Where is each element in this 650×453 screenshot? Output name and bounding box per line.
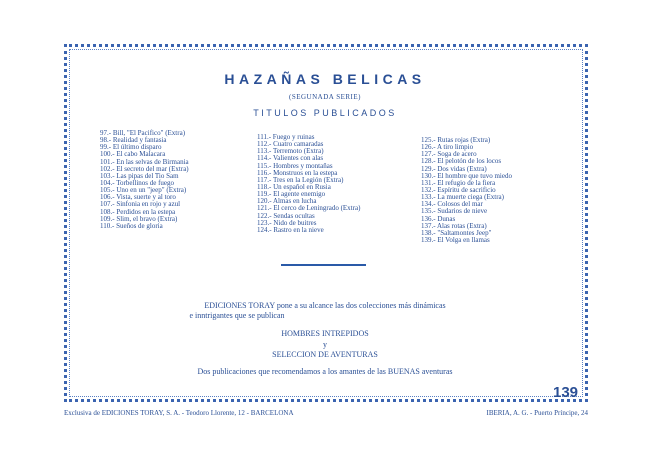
list-item: 110.- Sueños de gloria (100, 221, 163, 230)
titles-column-2 (257, 134, 360, 234)
list-item: 103.- Las pipas del Tio Sam (100, 171, 179, 180)
list-item: 132.- Espíritu de sacrificio (421, 185, 496, 194)
list-item: 107.- Sinfonia en rojo y azul (100, 200, 181, 209)
page-number: 139 (553, 384, 579, 401)
list-item: 124.- Rastro en la nieve (257, 225, 324, 234)
list-item: 105.- Uno en un "jeep" (Extra) (100, 186, 187, 195)
page-title: HAZAÑAS BELICAS (224, 71, 426, 87)
list-item: 120.- Almas en lucha (257, 197, 317, 206)
list-item: 100.- El cabo Malacara (100, 150, 166, 159)
list-item: 137.- Alas rotas (Extra) (421, 221, 487, 230)
list-item: 127.- Soga de acero (421, 150, 477, 159)
list-item: 126.- A tiro limpio (421, 143, 474, 152)
list-item: 108.- Perdidos en la estepa (100, 207, 176, 216)
list-item: 111.- Fuego y ruinas (257, 133, 315, 141)
series-subtitle: (SEGUNADA SERIE) (289, 93, 361, 101)
collection-conjunction: y (323, 340, 327, 349)
list-item: 138.- "Saltamontes Jeep" (421, 228, 492, 237)
footer-printer: IBERIA, A. G. - Puerto Príncipe, 24 (486, 409, 588, 417)
list-item: 99.- El último disparo (100, 143, 162, 152)
collection-name-1: HOMBRES INTREPIDOS (281, 329, 369, 338)
promo-line-3: Dos publicaciones que recomendamos a los amantes de las BUENAS aventuras (197, 367, 453, 376)
list-item: 130.- El hombre que tuvo miedo (421, 171, 512, 180)
list-item: 114.- Valientes con alas (257, 154, 324, 163)
list-item: 104.- Torbellinos de fuego (100, 178, 175, 187)
list-item: 122.- Sendas ocultas (257, 211, 315, 220)
list-item: 139.- El Volga en llamas (421, 235, 490, 244)
titles-heading: TITULOS PUBLICADOS (253, 108, 397, 118)
list-item: 134.- Colosos del mar (421, 200, 483, 209)
list-item: 135.- Sudarios de nieve (421, 207, 488, 216)
list-item: 129.- Dos vidas (Extra) (421, 164, 487, 173)
titles-column-1 (100, 130, 189, 230)
list-item: 131.- El refugio de la fiera (421, 178, 496, 187)
list-item: 116.- Monstruos en la estepa (257, 168, 338, 177)
list-item: 128.- El pelotón de los locos (421, 157, 502, 166)
list-item: 115.- Hombres y montañas (257, 161, 333, 170)
list-item: 97.- Bill, "El Pacifico" (Extra) (100, 129, 186, 137)
titles-column-3 (421, 137, 512, 244)
list-item: 125.- Rutas rojas (Extra) (421, 136, 491, 144)
footer-publisher: Exclusiva de EDICIONES TORAY, S. A. - Teodoro Llorente, 12 - BARCELONA (64, 409, 294, 417)
divider-line (281, 264, 366, 266)
list-item: 109.- Slim, el bravo (Extra) (100, 214, 178, 223)
list-item: 136.- Dunas (421, 214, 456, 223)
list-item: 112.- Cuatro camaradas (257, 140, 324, 149)
list-item: 121.- El cerco de Leningrado (Extra) (257, 204, 361, 213)
list-item: 119.- El agente enemigo (257, 190, 326, 199)
list-item: 118.- Un español en Rusia (257, 182, 331, 191)
list-item: 113.- Terremoto (Extra) (257, 147, 324, 156)
list-item: 98.- Realidad y fantasia (100, 136, 167, 145)
promo-line-2: e inntrigantes que se publican (189, 311, 285, 320)
list-item: 106.- Vista, suerte y al toro (100, 193, 176, 202)
list-item: 123.- Nido de buitres (257, 218, 317, 227)
list-item: 101.- En las selvas de Birmania (100, 157, 189, 166)
promo-line-1: EDICIONES TORAY pone a su alcance las dos colecciones más dinámicas (204, 301, 446, 310)
list-item: 133.- La muerte ciega (Extra) (421, 193, 504, 202)
list-item: 102.- El secreto del mar (Extra) (100, 164, 189, 173)
list-item: 117.- Tres en la Legión (Extra) (257, 175, 344, 184)
collection-name-2: SELECCION DE AVENTURAS (272, 350, 378, 359)
